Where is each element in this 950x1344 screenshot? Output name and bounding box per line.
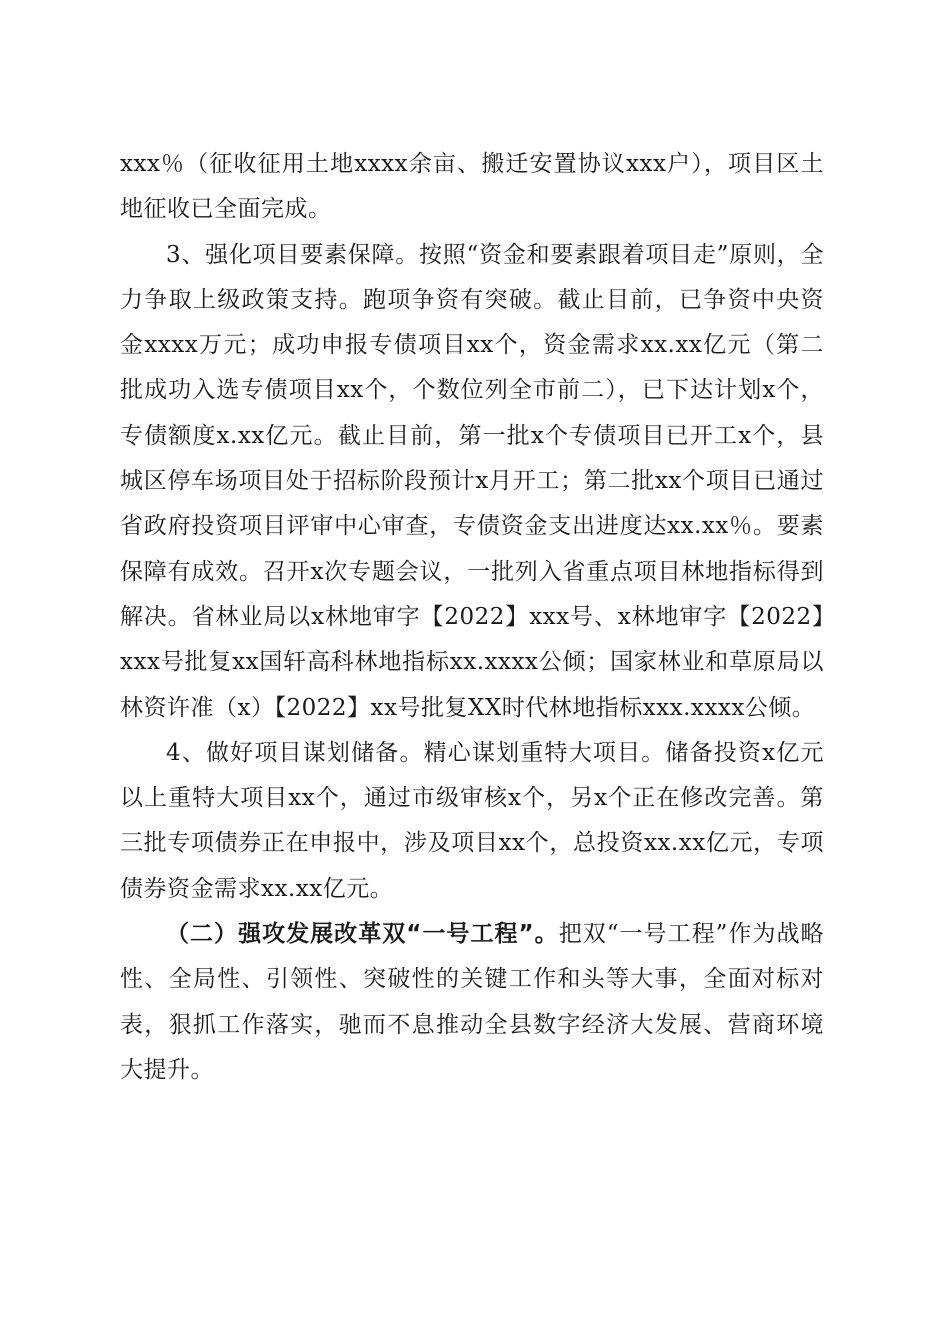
paragraph-factor-guarantee: 3、强化项目要素保障。按照“资金和要素跟着项目走”原则，全力争取上级政策支持。跑项争资有突破。截止目前，已争资中央资金xxxx万元；成功申报专债项目xx个，资金需求xx.xx亿元（第二批成功入选专债项目xx个，个数位列全市前二），已下达计划x个，专债额度x.xx亿元。截止目前，第一批x个专债项目已开工x个，县城区停车场项目处于招标阶段预计x月开工；第二批xx个项目已通过省政府投资项目评审中心审查，专债资金支出进度达xx.xx％。要素保障有成效。召开x次专题会议，一批列入省重点项目林地指标得到解决。省林业局以x林地审字【2022】xxx号、x林地审字【2022】xxx号批复xx国轩高科林地指标xx.xxxx公倾；国家林业和草原局以林资许准（x）【2022】xx号批复XX时代林地指标xxx.xxxx公倾。: [120, 241, 824, 721]
paragraph-project-planning: 4、做好项目谋划储备。精心谋划重特大项目。储备投资x亿元以上重特大项目xx个，通过市级审核x个，另x个正在修改完善。第三批专项债券正在申报中，涉及项目xx个，总投资xx.xx亿元，专项债券资金需求xx.xx亿元。: [120, 739, 824, 902]
section-heading: （二）强攻发展改革双“一号工程”。: [166, 921, 559, 948]
section-body-text: 把双“一号工程”作为战略性、全局性、引领性、突破性的关键工作和头等大事，全面对标对表，狠抓工作落实，驰而不息推动全县数字经济大发展、营商环境大提升。: [120, 921, 824, 1083]
document-body: [120, 142, 824, 1093]
paragraph-reform-section: [120, 912, 824, 1093]
paragraph-land-acquisition: xxx％（征收征用土地xxxx余亩、搬迁安置协议xxx户），项目区土地征收已全面完成。: [120, 151, 824, 223]
